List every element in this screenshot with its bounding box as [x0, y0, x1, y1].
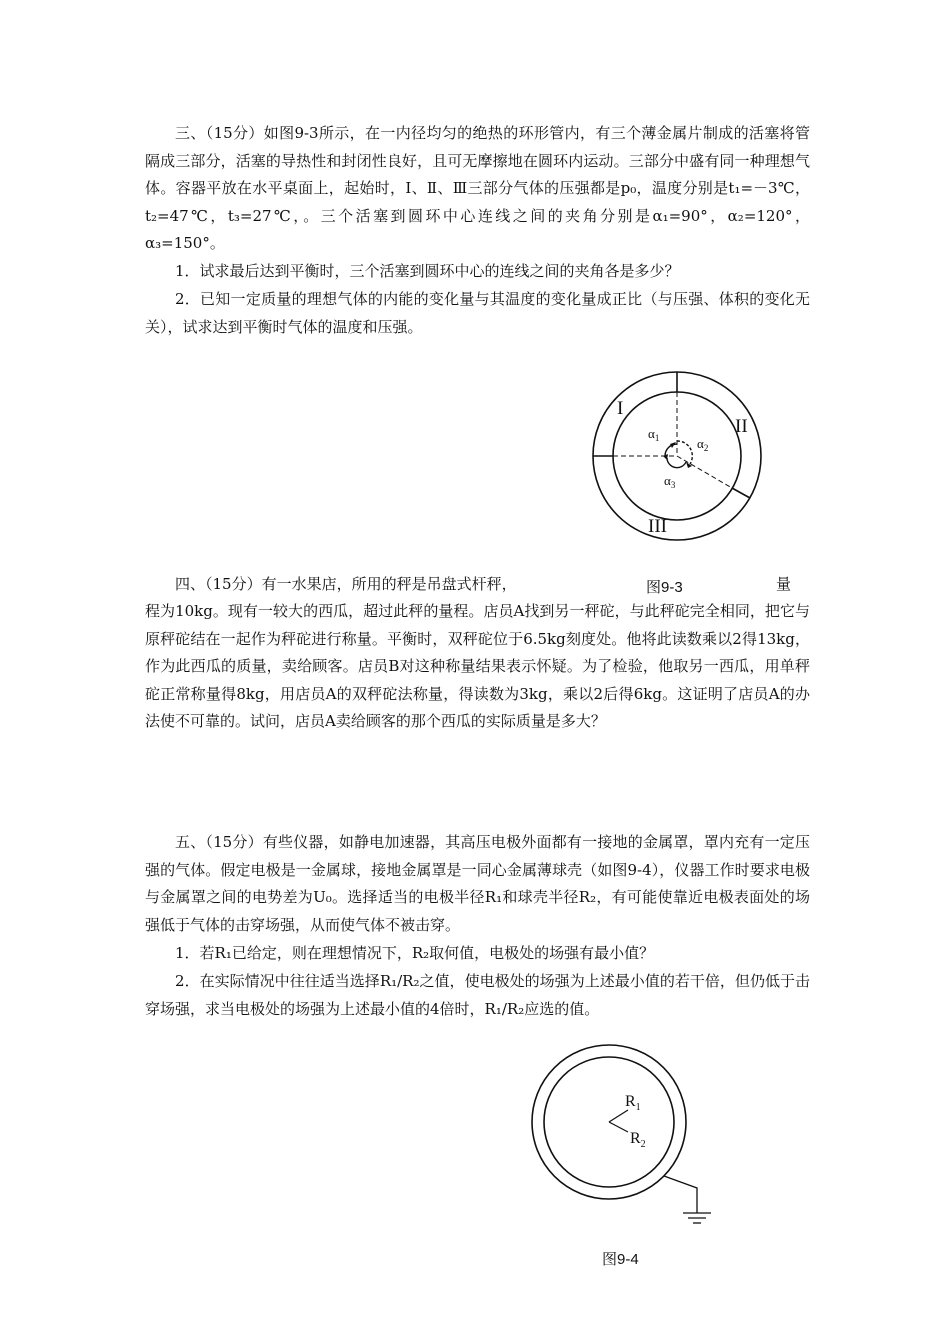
- figure-9-4-caption: 图9-4: [602, 1251, 639, 1268]
- radius-r2-line: [609, 1122, 628, 1132]
- figure-9-3-caption: 图9-3: [646, 579, 683, 596]
- region-label-1: I: [617, 398, 624, 419]
- label-r2: $R_2$: [630, 1130, 646, 1150]
- problem4-first-line-right: 量: [776, 575, 792, 593]
- angle-label-3: $\alpha_3$: [664, 473, 676, 490]
- angle-label-2: $\alpha_2$: [697, 436, 709, 453]
- label-r1: $R_1$: [625, 1093, 641, 1113]
- problem3-question1: 1．试求最后达到平衡时，三个活塞到圆环中心的连线之间的夹角各是多少？: [175, 262, 680, 280]
- problem3-intro: 三、（15分）如图9-3所示，在一内径均匀的绝热的环形管内，有三个薄金属片制成的活塞将管隔成三部分，活塞的导热性和封闭性良好，且可无摩擦地在圆环内运动。三部分中盛有同一种理想气体。容器平放在水平桌面上，起始时，Ⅰ、Ⅱ、Ⅲ三部分气体的压强都是p₀，温度分别是t₁=－3℃，t₂=47℃，t₃=27℃，。三个活塞到圆环中心连线之间的夹角分别是α₁=90°，α₂=120°，α₃=150°。: [145, 124, 810, 252]
- problem3-question2: 2．已知一定质量的理想气体的内能的变化量与其温度的变化量成正比（与压强、体积的变化无关），试求达到平衡时气体的温度和压强。: [145, 290, 810, 336]
- problem4-first-line-left: 四、（15分）有一水果店，所用的秤是吊盘式杆秤，: [175, 575, 517, 593]
- region-label-2: II: [735, 416, 748, 437]
- angle-label-1: $\alpha_1$: [648, 426, 660, 443]
- radius-r1-line: [609, 1110, 628, 1122]
- problem5-intro: 五、（15分）有些仪器，如静电加速器，其高压电极外面都有一接地的金属罩，罩内充有一定压强的气体。假定电极是一金属球，接地金属罩是一同心金属薄球壳（如图9-4），仪器工作时要求电极与金属罩之间的电势差为U₀。选择适当的电极半径R₁和球壳半径R₂，有可能使靠近电极表面处的场强低于气体的击穿场强，从而使气体不被击穿。: [145, 833, 810, 934]
- problem5-question2: 2．在实际情况中往往适当选择R₁/R₂之值，使电极处的场强为上述最小值的若干倍，但仍低于击穿场强，求当电极处的场强为上述最小值的4倍时，R₁/R₂应选的值。: [145, 972, 810, 1018]
- ground-wire: [664, 1176, 697, 1213]
- problem4-body: 程为10kg。现有一较大的西瓜，超过此秤的量程。店员A找到另一秤砣，与此秤砣完全相同，把它与原秤砣结在一起作为秤砣进行称量。平衡时，双秤砣位于6.5kg刻度处。他将此读数乘以2得13kg，作为此西瓜的质量，卖给顾客。店员B对这种称量结果表示怀疑。为了检验，他取另一西瓜，用单秤砣正常称量得8kg，用店员A的双秤砣法称量，得读数为3kg，乘以2后得6kg。这证明了店员A的办法使不可靠的。试问，店员A卖给顾客的那个西瓜的实际质量是多大？: [145, 602, 810, 730]
- problem5-question1: 1．若R₁已给定，则在理想情况下，R₂取何值，电极处的场强有最小值？: [175, 944, 655, 962]
- region-label-3: III: [648, 516, 667, 537]
